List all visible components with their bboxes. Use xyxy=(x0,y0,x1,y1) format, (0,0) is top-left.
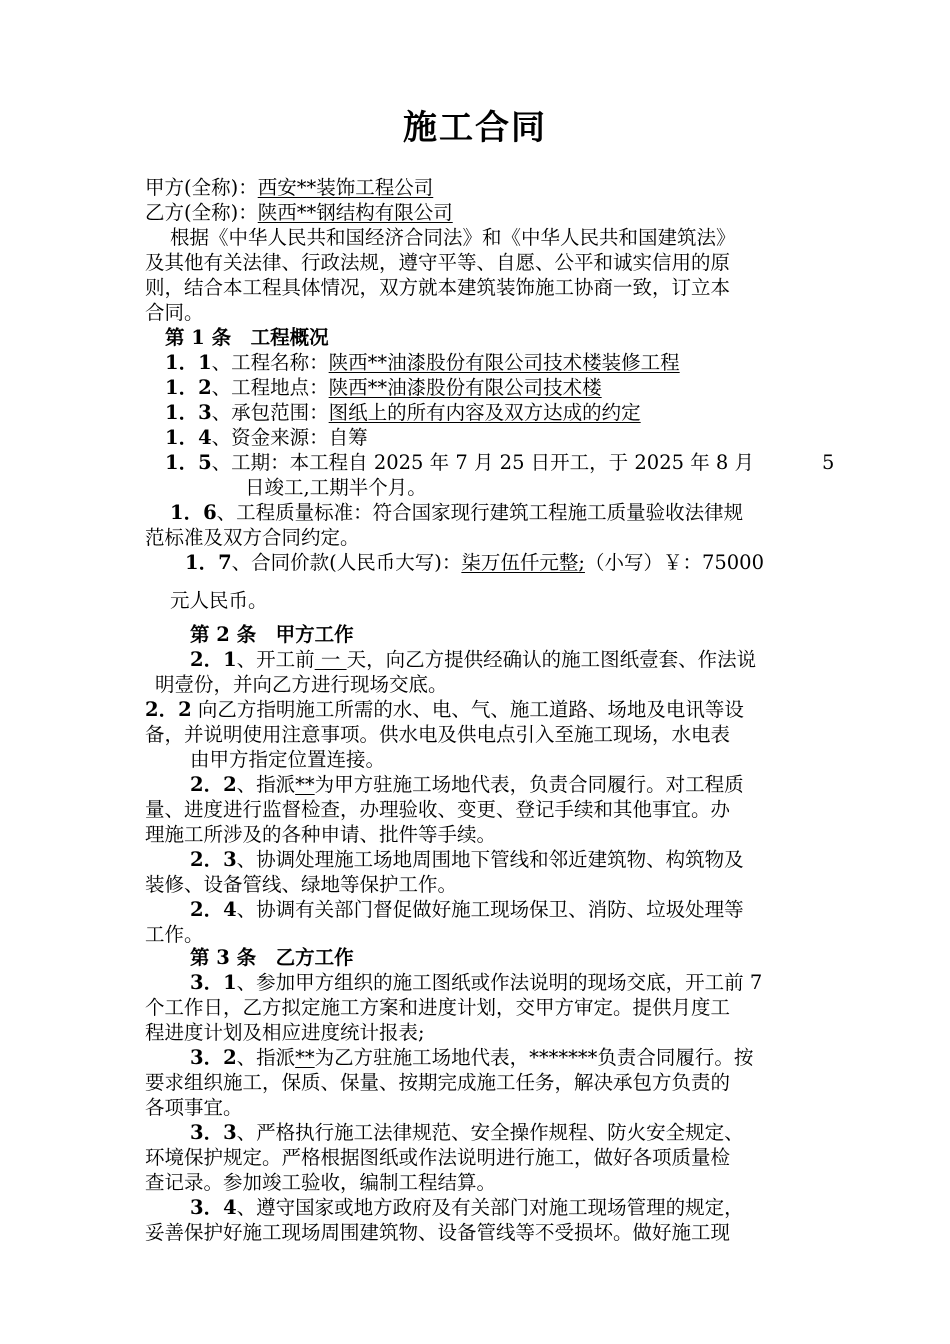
article-3-item-2-cont-1: 要求组织施工，保质、保量、按期完成施工任务，解决承包方负责的 xyxy=(145,1071,731,1094)
article-1-item-5-cont: 日竣工,工期半个月。 xyxy=(245,476,427,499)
article-2-item-3-cont-2: 理施工所涉及的各种申请、批件等手续。 xyxy=(145,823,497,846)
item-number: 2．2 xyxy=(145,698,192,721)
item-number: 3．2 xyxy=(190,1046,237,1069)
party-a-label: 甲方(全称)： xyxy=(145,176,258,199)
item-number: 1．3 xyxy=(165,401,212,424)
item-number: 3．1 xyxy=(190,971,237,994)
representative-name: ** xyxy=(295,1046,315,1069)
article-2-item-4-cont: 装修、设备管线、绿地等保护工作。 xyxy=(145,873,458,896)
article-3-item-4 xyxy=(190,1195,744,1221)
document-title: 施工合同 xyxy=(403,108,547,148)
article-2-item-1-cont: 明壹份，并向乙方进行现场交底。 xyxy=(155,673,448,696)
item-label: 、合同价款(人民币大写)： xyxy=(231,551,462,574)
item-number: 2．1 xyxy=(190,648,237,671)
article-2-item-3 xyxy=(190,772,744,798)
article-3-item-3-cont-2: 查记录。参加竣工验收，编制工程结算。 xyxy=(145,1171,497,1194)
article-2-item-3-cont-1: 量、进度进行监督检查，办理验收、变更、登记手续和其他事宜。办 xyxy=(145,798,731,821)
item-label: 、工程名称： xyxy=(211,351,329,374)
contract-price-words: 柒万伍仟元整; xyxy=(461,551,585,574)
item-text: 为甲方驻施工场地代表，负责合同履行。对工程质 xyxy=(314,773,744,796)
intro-line-1: 根据《中华人民共和国经济合同法》和《中华人民共和国建筑法》 xyxy=(170,226,736,249)
article-1-item-3 xyxy=(165,400,641,426)
article-1-item-5-day: 5 xyxy=(822,451,835,474)
article-1-item-5 xyxy=(165,450,754,476)
article-3-item-3 xyxy=(190,1120,744,1146)
item-text: 天，向乙方提供经确认的施工图纸壹套、作法说 xyxy=(346,648,757,671)
item-text: 、遵守国家或地方政府及有关部门对施工现场管理的规定， xyxy=(236,1196,744,1219)
item-number: 2．2 xyxy=(190,773,237,796)
item-text: 为乙方驻施工场地代表，*******负责合同履行。按 xyxy=(314,1046,754,1069)
article-1-heading: 第 1 条 工程概况 xyxy=(165,326,329,349)
article-2-item-2 xyxy=(145,697,744,723)
item-number: 1．6 xyxy=(170,501,217,524)
intro-line-3: 则，结合本工程具体情况，双方就本建筑装饰施工协商一致，订立本 xyxy=(145,276,731,299)
party-b-label: 乙方(全称)： xyxy=(145,201,258,224)
article-3-heading: 第 3 条 乙方工作 xyxy=(190,946,354,969)
contract-scope: 图纸上的所有内容及双方达成的约定 xyxy=(328,401,641,424)
party-b-name: 陕西**钢结构有限公司 xyxy=(257,201,453,224)
item-text: 、指派 xyxy=(236,1046,296,1069)
article-1-item-6 xyxy=(170,500,743,526)
party-a-line xyxy=(145,175,433,201)
article-1-item-7-cont: 元人民币。 xyxy=(170,589,268,612)
item-number: 1．7 xyxy=(185,551,232,574)
item-text: 、工期：本工程自 2025 年 7 月 25 日开工，于 2025 年 8 月 xyxy=(211,451,755,474)
article-2-item-4 xyxy=(190,847,744,873)
item-label: 、工程地点： xyxy=(211,376,329,399)
project-name: 陕西**油漆股份有限公司技术楼装修工程 xyxy=(328,351,680,374)
article-2-item-1 xyxy=(190,647,756,673)
intro-line-2: 及其他有关法律、行政法规，遵守平等、自愿、公平和诚实信用的原 xyxy=(145,251,731,274)
article-3-item-2 xyxy=(190,1045,753,1071)
item-number: 1．1 xyxy=(165,351,212,374)
item-number: 1．2 xyxy=(165,376,212,399)
article-3-item-1 xyxy=(190,970,762,996)
article-3-item-4-cont-1: 妥善保护好施工现场周围建筑物、设备管线等不受损坏。做好施工现 xyxy=(145,1221,731,1244)
article-2-item-5-cont: 工作。 xyxy=(145,923,204,946)
party-b-line xyxy=(145,200,453,226)
article-2-item-2-cont-1: 备，并说明使用注意事项。供水电及供电点引入至施工现场，水电表 xyxy=(145,723,731,746)
item-number: 2．4 xyxy=(190,898,237,921)
item-number: 3．4 xyxy=(190,1196,237,1219)
item-text: 向乙方指明施工所需的水、电、气、施工道路、场地及电讯等设 xyxy=(191,698,744,721)
article-1-item-6-cont: 范标准及双方合同约定。 xyxy=(145,526,360,549)
item-number: 1．5 xyxy=(165,451,212,474)
item-number: 1．4 xyxy=(165,426,212,449)
item-text: 、严格执行施工法律规范、安全操作规程、防火安全规定、 xyxy=(236,1121,744,1144)
item-number: 3．3 xyxy=(190,1121,237,1144)
article-2-item-5 xyxy=(190,897,744,923)
article-2-heading: 第 2 条 甲方工作 xyxy=(190,623,354,646)
article-2-item-2-cont-2: 由甲方指定位置连接。 xyxy=(190,748,386,771)
item-text: 、指派 xyxy=(236,773,296,796)
representative-name: ** xyxy=(295,773,315,796)
item-text: 、协调有关部门督促做好施工现场保卫、消防、垃圾处理等 xyxy=(236,898,744,921)
article-3-item-2-cont-2: 各项事宜。 xyxy=(145,1096,243,1119)
article-3-item-1-cont-2: 程进度计划及相应进度统计报表; xyxy=(145,1021,425,1044)
item-number: 2．3 xyxy=(190,848,237,871)
item-text: 、参加甲方组织的施工图纸或作法说明的现场交底，开工前 7 xyxy=(236,971,763,994)
article-3-item-3-cont-1: 环境保护规定。严格根据图纸或作法说明进行施工，做好各项质量检 xyxy=(145,1146,731,1169)
item-text: 、开工前 xyxy=(236,648,315,671)
intro-line-4: 合同。 xyxy=(145,301,204,324)
days-before-start: 一 xyxy=(314,648,347,671)
article-1-item-4 xyxy=(165,425,368,451)
article-3-item-1-cont-1: 个工作日，乙方拟定施工方案和进度计划，交甲方审定。提供月度工 xyxy=(145,996,731,1019)
party-a-name: 西安**装饰工程公司 xyxy=(257,176,434,199)
item-text: 、工程质量标准：符合国家现行建筑工程施工质量验收法律规 xyxy=(216,501,744,524)
article-1-item-2 xyxy=(165,375,602,401)
item-text: 、协调处理施工场地周围地下管线和邻近建筑物、构筑物及 xyxy=(236,848,744,871)
item-text: 、资金来源：自筹 xyxy=(211,426,368,449)
item-label: 、承包范围： xyxy=(211,401,329,424)
contract-price-figures: （小写）￥：75000 xyxy=(584,551,764,574)
article-1-item-7 xyxy=(185,550,764,576)
article-1-item-1 xyxy=(165,350,680,376)
project-location: 陕西**油漆股份有限公司技术楼 xyxy=(328,376,602,399)
